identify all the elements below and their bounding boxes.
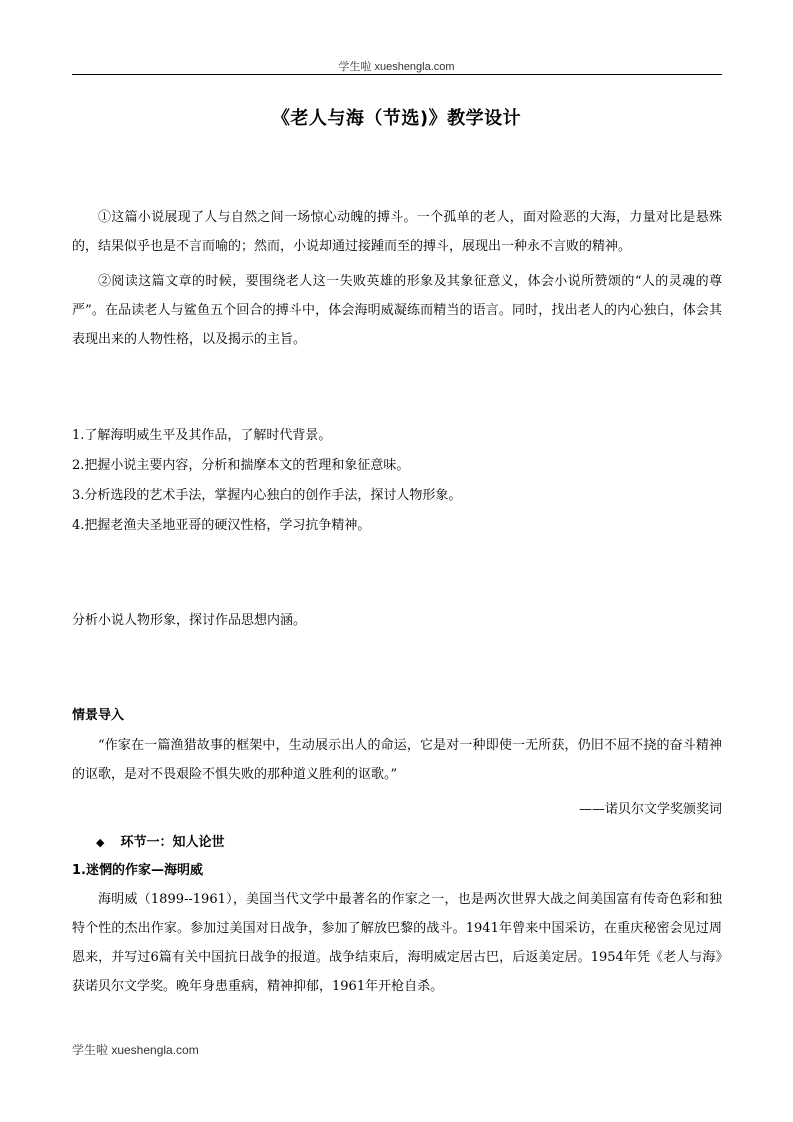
objective-item-1: 1.了解海明威生平及其作品，了解时代背景。 (72, 428, 332, 443)
step1-heading-line (96, 831, 224, 850)
step1-body: 海明威（1899--1961），美国当代文学中最著名的作家之一，也是两次世界大战之间美国富有传奇色彩和独特个性的杰出作家。参加过美国对日战争，参加了解放巴黎的战斗。1941年曾来中国采访，在重庆秘密会见过周恩来，并写过6篇有关中国抗日战争的报道。战争结束后，海明威定居古巴，后返美定居。1954年凭《老人与海》获诺贝尔文学奖。晚年身患重病，精神抑郁，1961年开枪自杀。 (72, 892, 722, 994)
key-point-text: 分析小说人物形象，探讨作品思想内涵。 (72, 613, 307, 628)
diamond-bullet-icon: ◆ (96, 836, 105, 849)
document-title: 《老人与海（节选)》教学设计 (271, 108, 522, 129)
intro-paragraph-2: ②阅读这篇文章的时候，要围绕老人这一失败英雄的形象及其象征意义，体会小说所赞颂的“人的灵魂的尊严”。在品读老人与鲨鱼五个回合的搏斗中，体会海明威凝练而精当的语言。同时，找出老人的内心独白，体会其表现出来的人物性格，以及揭示的主旨。 (72, 274, 722, 347)
step1-sub-heading: 1.迷惘的作家—海明威 (72, 863, 203, 878)
quote-source: ——诺贝尔文学奖颁奖词 (578, 802, 722, 817)
intro-quote: “作家在一篇渔猎故事的框架中，生动展示出人的命运，它是对一种即使一无所获，仍旧不屈不挠的奋斗精神的讴歌，是对不畏艰险不惧失败的那种道义胜利的讴歌。” (72, 738, 722, 782)
objective-item-2: 2.把握小说主要内容，分析和揣摩本文的哲理和象征意味。 (72, 458, 410, 473)
footer-site-text: 学生啦 xueshengla.com (72, 1043, 199, 1057)
header-site-text: 学生啦 xueshengla.com (338, 61, 455, 73)
objective-item-4: 4.把握老渔夫圣地亚哥的硬汉性格，学习抗争精神。 (72, 518, 371, 533)
header-divider (72, 74, 722, 75)
step1-heading: 环节一：知人论世 (120, 835, 225, 850)
objective-item-3: 3.分析选段的艺术手法，掌握内心独白的创作手法，探讨人物形象。 (72, 488, 462, 503)
section-heading-intro: 情景导入 (72, 708, 125, 723)
intro-paragraph-1: ①这篇小说展现了人与自然之间一场惊心动魄的搏斗。一个孤单的老人，面对险恶的大海，力量对比是悬殊的，结果似乎也是不言而喻的；然而，小说却通过接踵而至的搏斗，展现出一种永不言败的精神。 (72, 210, 722, 254)
